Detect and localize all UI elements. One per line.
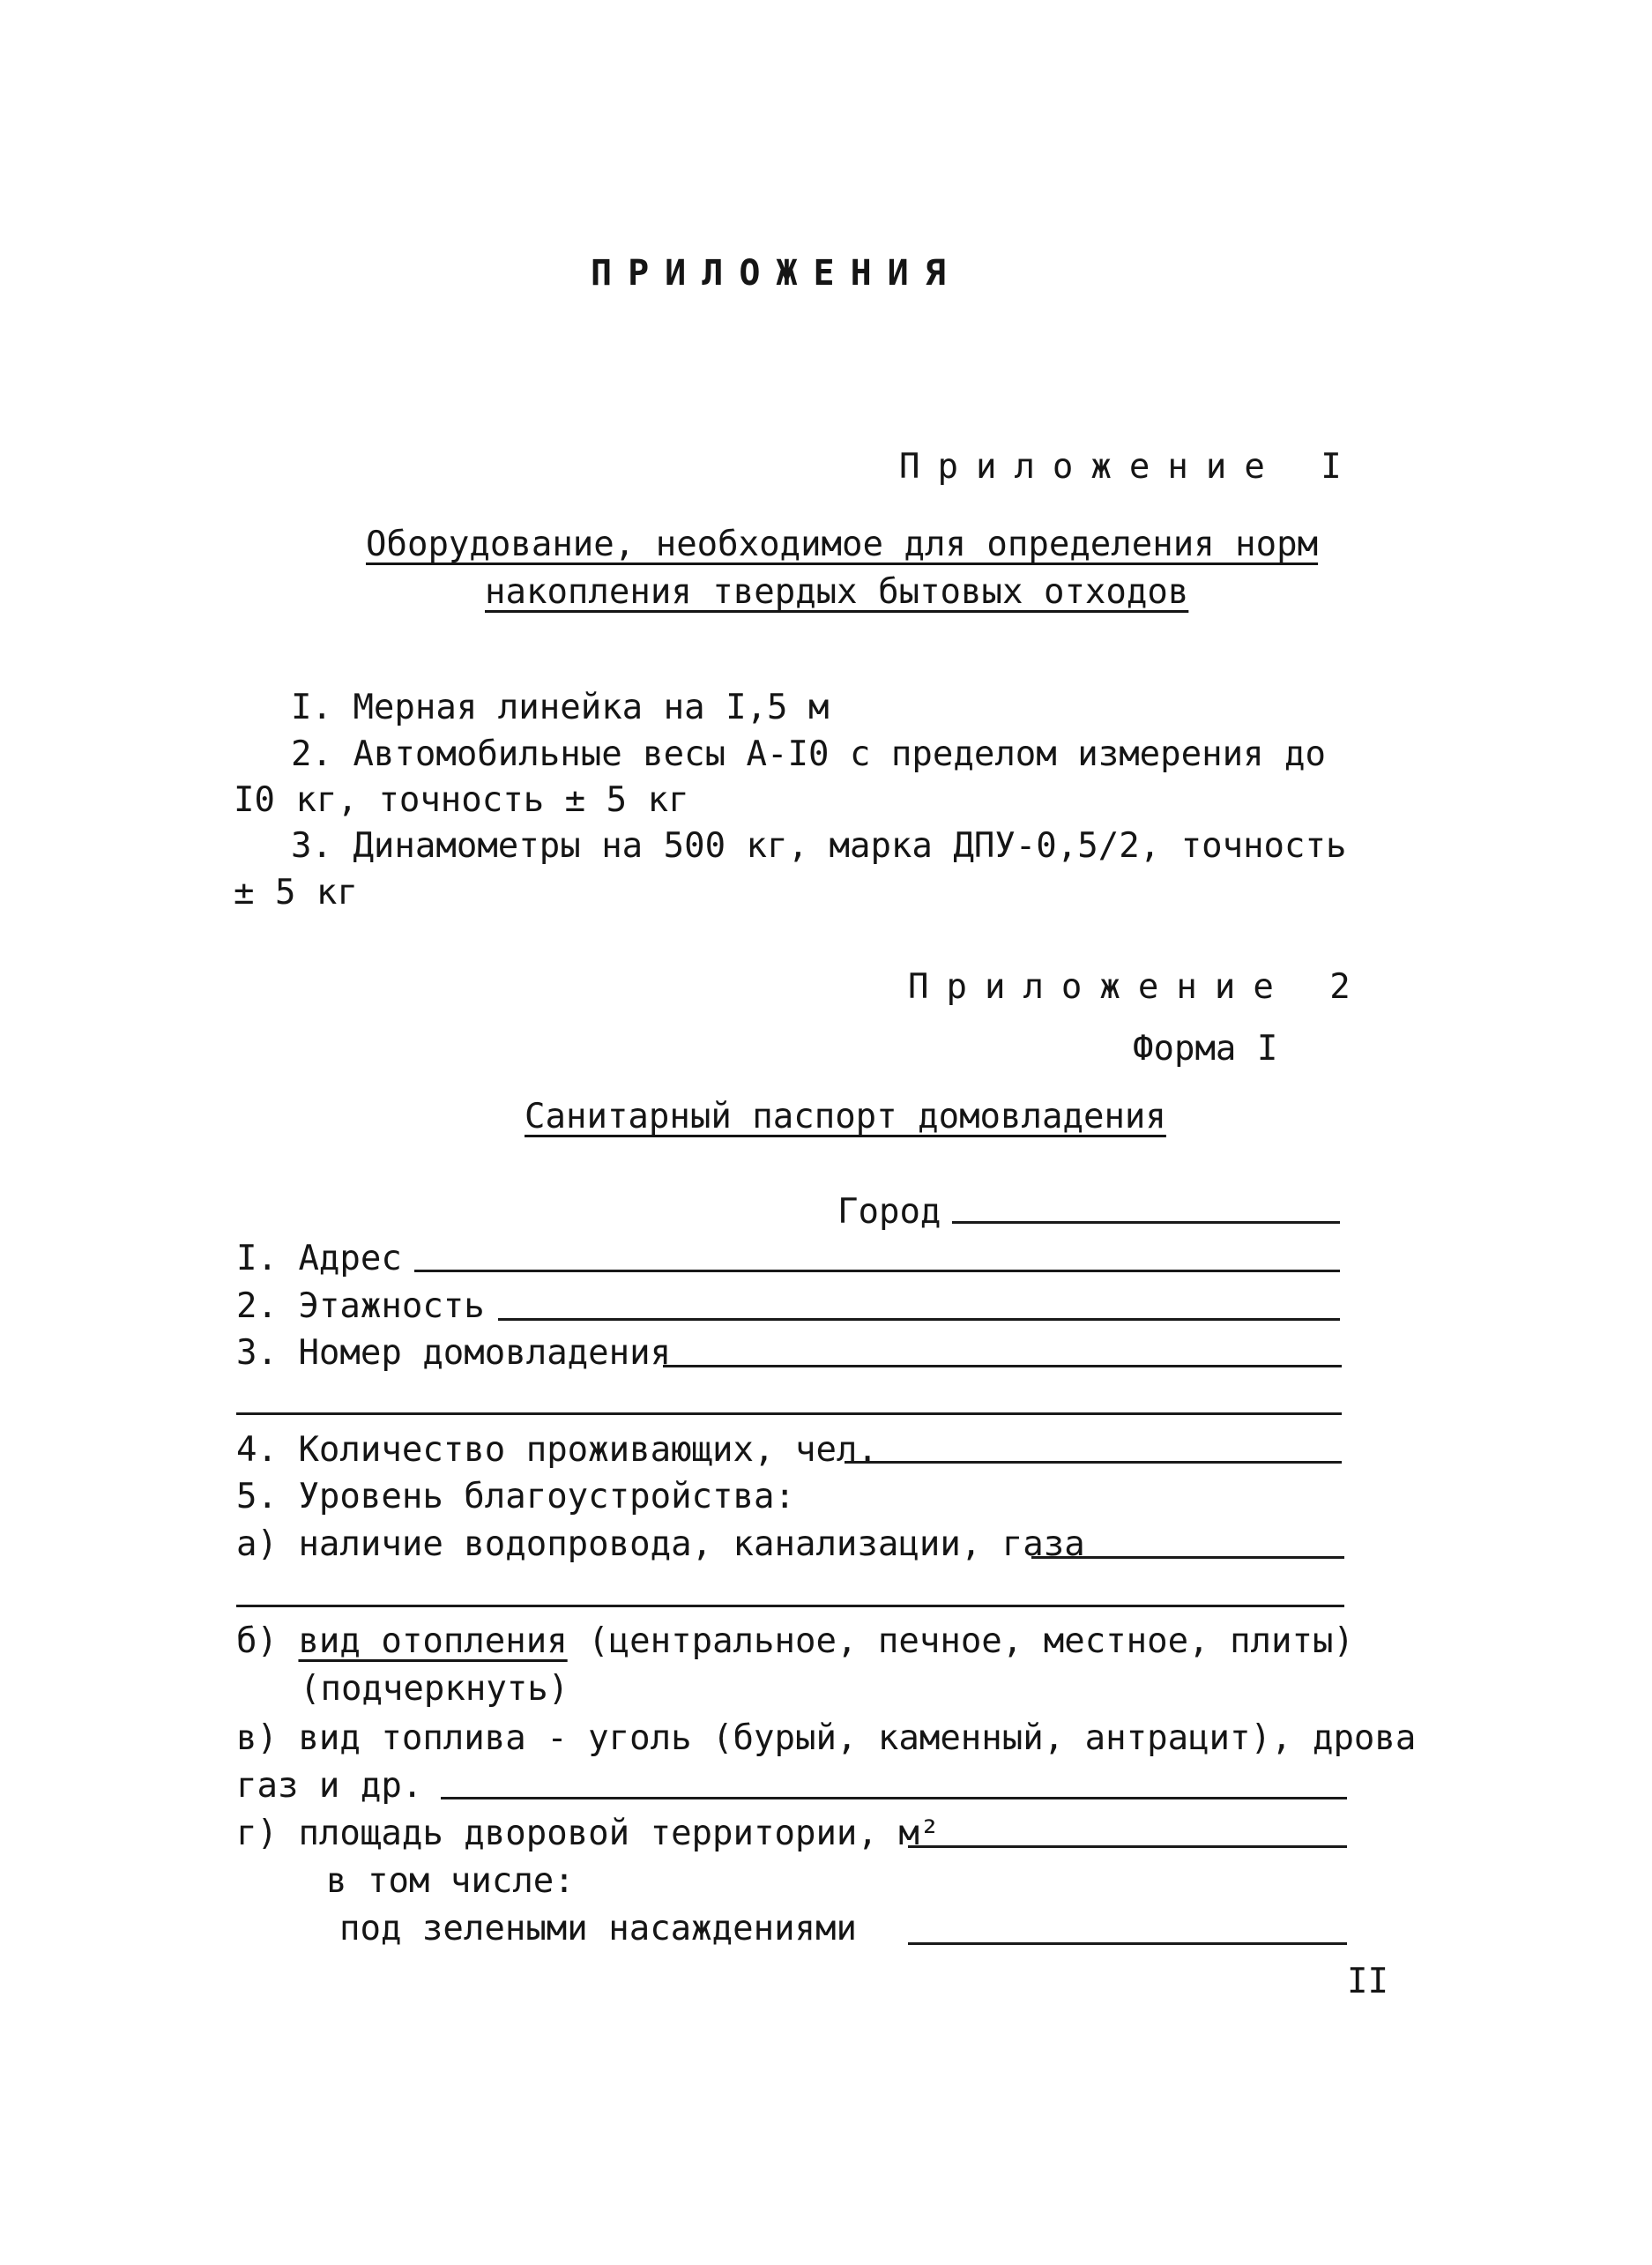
appendix-1-title-line2: накопления твердых бытовых отходов — [485, 572, 1189, 612]
residents-count-label: 4. Количество проживающих, чел. — [236, 1430, 878, 1470]
household-number-field-line[interactable] — [663, 1365, 1342, 1367]
city-label: Город — [837, 1192, 941, 1232]
green-area-field-line[interactable] — [908, 1942, 1347, 1945]
floors-field-line[interactable] — [498, 1318, 1340, 1321]
city-field-line[interactable] — [952, 1221, 1340, 1224]
household-number-extra-line[interactable] — [236, 1412, 1342, 1415]
heating-type-prefix: б) — [236, 1621, 299, 1661]
address-label: I. Адрес — [236, 1239, 402, 1278]
appendix-2-label: Приложение 2 — [908, 967, 1368, 1007]
yard-area-label: г) площадь дворовой территории, м² — [236, 1814, 941, 1853]
fuel-type-field-line[interactable] — [441, 1797, 1347, 1799]
green-area-label: под зелеными насаждениями — [339, 1909, 857, 1948]
equipment-item-3-line1: 3. Динамометры на 500 кг, марка ДПУ-0,5/2, точность — [291, 826, 1347, 866]
utilities-extra-line[interactable] — [236, 1605, 1344, 1607]
yard-area-field-line[interactable] — [908, 1845, 1347, 1848]
including-label: в том числе: — [326, 1861, 575, 1901]
equipment-item-3-line2: ± 5 кг — [234, 873, 358, 913]
improvement-level-label: 5. Уровень благоустройства: — [236, 1477, 795, 1516]
main-title: ПРИЛОЖЕНИЯ — [591, 253, 962, 294]
household-number-label: 3. Номер домовладения — [236, 1333, 672, 1373]
equipment-item-2-line2: I0 кг, точность ± 5 кг — [234, 780, 689, 820]
utilities-field-line[interactable] — [1031, 1556, 1344, 1559]
heating-type-label — [236, 1621, 1354, 1661]
heating-type-options: (центральное, печное, местное, плиты) — [567, 1621, 1354, 1661]
passport-title: Санитарный паспорт домовладения — [525, 1097, 1166, 1136]
page-number: II — [1347, 1962, 1388, 2001]
appendix-1-title-line1: Оборудование, необходимое для определения норм — [366, 525, 1319, 564]
equipment-item-2-line1: 2. Автомобильные весы А-I0 с пределом измерения до — [291, 734, 1326, 774]
heating-type-underlined: вид отопления — [298, 1621, 568, 1661]
heating-type-note: (подчеркнуть) — [300, 1669, 569, 1709]
residents-count-field-line[interactable] — [845, 1461, 1342, 1464]
equipment-item-1: I. Мерная линейка на I,5 м — [291, 688, 830, 727]
fuel-type-label-line1: в) вид топлива - уголь (бурый, каменный, антрацит), дрова — [236, 1718, 1417, 1758]
utilities-label: а) наличие водопровода, канализации, газа — [236, 1524, 1085, 1564]
appendix-1-label: Приложение I — [899, 447, 1359, 487]
form-label: Форма I — [1133, 1029, 1278, 1069]
floors-label: 2. Этажность — [236, 1286, 485, 1326]
address-field-line[interactable] — [414, 1270, 1340, 1272]
fuel-type-label-line2: газ и др. — [236, 1766, 423, 1806]
